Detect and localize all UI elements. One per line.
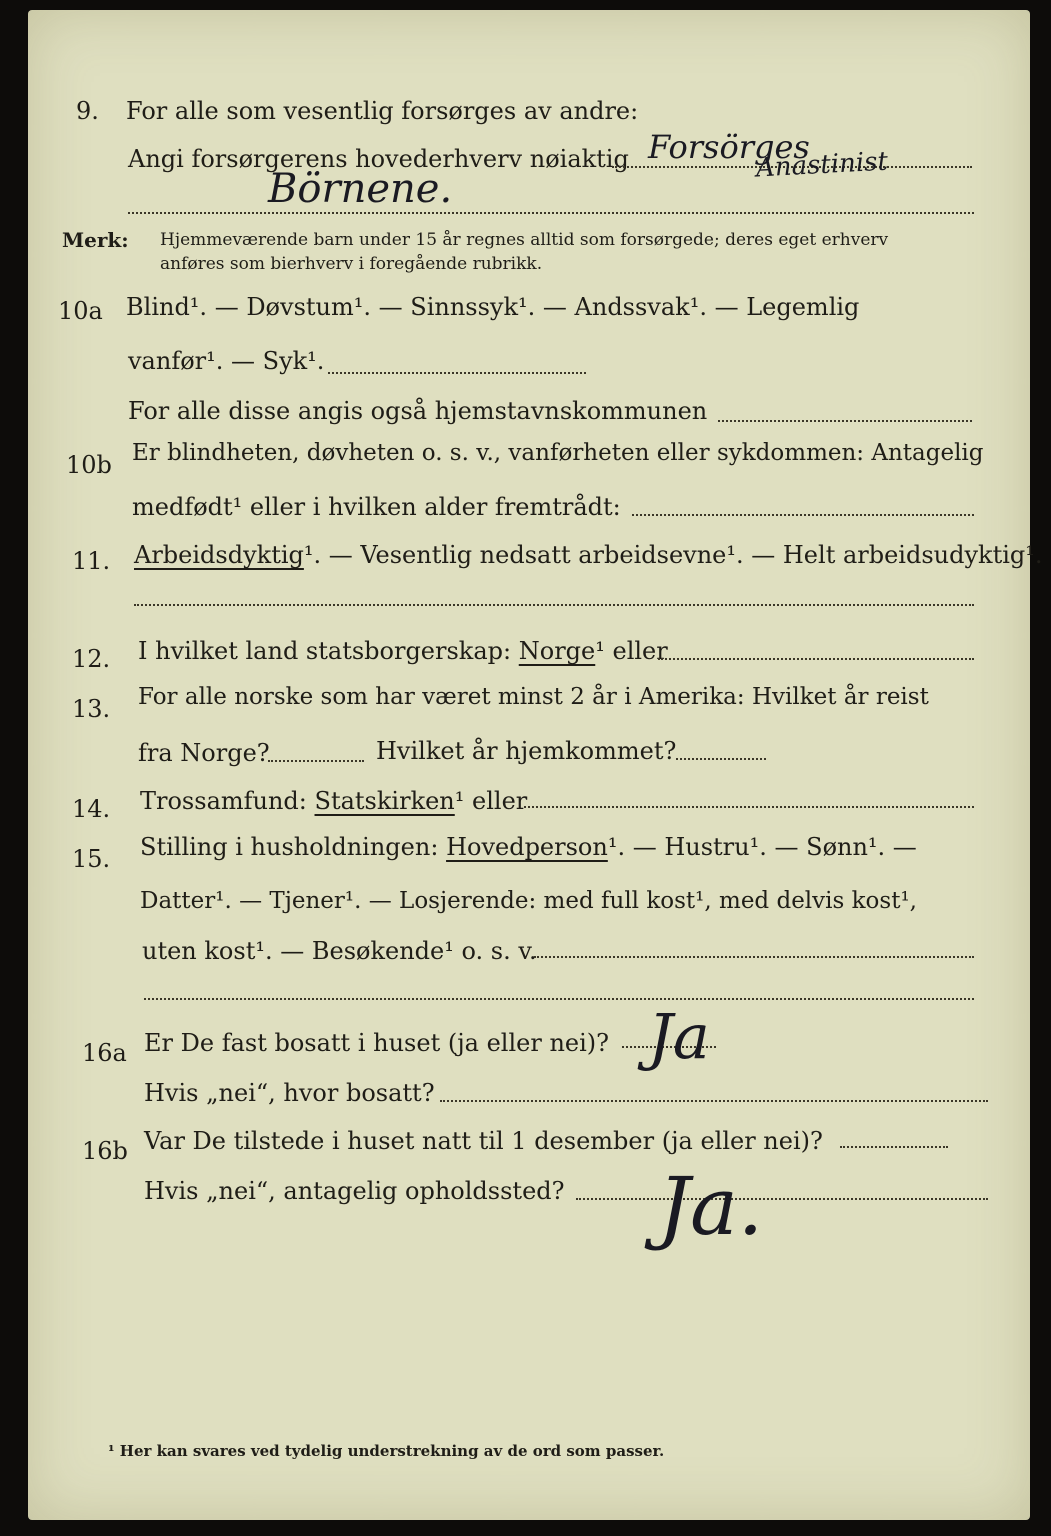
q11-number: 11.: [72, 547, 111, 575]
q13-dotted-field-2: [676, 758, 766, 760]
q12-eller: ¹ eller: [595, 637, 668, 665]
q11-dotted-field: [134, 604, 974, 606]
q9-line1: For alle som vesentlig forsørges av andre:: [126, 97, 639, 125]
q16a-number: 16a: [82, 1039, 127, 1067]
q12-number: 12.: [72, 645, 111, 673]
q14-number: 14.: [72, 795, 111, 823]
q16a-handwriting-answer: Ja: [648, 1000, 710, 1073]
merk-line2: anføres som bierhverv i foregående rubrikk.: [160, 254, 543, 274]
q10b-line2: medfødt¹ eller i hvilken alder fremtrådt:: [132, 493, 621, 521]
q14-eller: ¹ eller: [454, 787, 528, 815]
q16a-dotted-field-2: [440, 1100, 988, 1102]
q15-hovedperson-underlined: Hovedperson: [446, 833, 608, 861]
q9-handwriting-children: Börnene.: [268, 166, 453, 212]
q12-norge-underlined: Norge: [518, 637, 596, 665]
q16b-dotted-field-2: [576, 1198, 988, 1200]
q13-line2b: Hvilket år hjemkommet?: [376, 737, 677, 765]
q10b-dotted-field: [632, 514, 974, 516]
q15-number: 15.: [72, 845, 111, 873]
q13-number: 13.: [72, 695, 111, 723]
q10a-line3: For alle disse angis også hjemstavnskommunen: [128, 397, 708, 425]
q10a-dotted-field-2: [718, 420, 972, 422]
q16b-line2: Hvis „nei“, antagelig opholdssted?: [144, 1177, 565, 1205]
q14-dotted-field: [524, 806, 974, 808]
merk-label: Merk:: [62, 228, 129, 252]
q10a-dotted-field: [328, 372, 586, 374]
q9-handwriting-occupation: Forsörges: [648, 128, 810, 166]
q11-arbeidsdyktig-underlined: Arbeidsdyktig: [134, 541, 304, 569]
q12-dotted-field: [658, 658, 974, 660]
q16b-handwriting-answer: Ja.: [658, 1160, 764, 1253]
q10a-line2: vanfør¹. — Syk¹.: [128, 347, 325, 375]
q15-line2: Datter¹. — Tjener¹. — Losjerende: med full kost¹, med delvis kost¹,: [140, 888, 917, 914]
q9-line2: Angi forsørgerens hovederhverv nøiaktig: [128, 145, 629, 173]
q16a-line2: Hvis „nei“, hvor bosatt?: [144, 1079, 435, 1107]
q16b-number: 16b: [82, 1137, 128, 1165]
q12-question: I hvilket land statsborgerskap:: [138, 637, 512, 665]
census-form-page: [28, 10, 1043, 1520]
q9-number: 9.: [76, 97, 99, 125]
q15-dotted-field-2: [144, 998, 974, 1000]
q12-line: [138, 636, 668, 666]
q14-question: Trossamfund:: [140, 787, 307, 815]
q13-dotted-field-1: [268, 760, 364, 762]
q11-rest: ¹. — Vesentlig nedsatt arbeidsevne¹. — Helt arbeidsudyktig¹.: [303, 541, 1043, 569]
q15-line1: [140, 832, 917, 862]
q10b-line1: Er blindheten, døvheten o. s. v., vanførheten eller sykdommen: Antagelig: [132, 440, 984, 466]
q14-statskirken-underlined: Statskirken: [314, 787, 455, 815]
footnote: ¹ Her kan svares ved tydelig understrekning av de ord som passer.: [108, 1442, 665, 1460]
q9-dotted-field-2: [128, 212, 974, 214]
q11-line: [134, 540, 1043, 570]
q16b-line1: Var De tilstede i huset natt til 1 desember (ja eller nei)?: [144, 1127, 823, 1155]
q10a-line1: Blind¹. — Døvstum¹. — Sinnssyk¹. — Andssvak¹. — Legemlig: [126, 293, 860, 321]
q15-question: Stilling i husholdningen:: [140, 833, 439, 861]
q13-line2a: fra Norge?: [138, 739, 270, 767]
q15-line3: uten kost¹. — Besøkende¹ o. s. v.: [142, 937, 537, 965]
q15-options: ¹. — Hustru¹. — Sønn¹. —: [607, 833, 917, 861]
q9-handwriting-occupation-2: Anastinist: [755, 146, 889, 184]
q16a-line1: Er De fast bosatt i huset (ja eller nei)?: [144, 1029, 610, 1057]
q13-line1: For alle norske som har været minst 2 år i Amerika: Hvilket år reist: [138, 684, 929, 710]
q15-dotted-field: [534, 956, 974, 958]
q14-line: [140, 786, 527, 816]
merk-line1: Hjemmeværende barn under 15 år regnes alltid som forsørgede; deres eget erhverv: [160, 230, 889, 250]
q16b-dotted-field: [840, 1146, 948, 1148]
q10b-number: 10b: [66, 451, 112, 479]
q10a-number: 10a: [58, 297, 103, 325]
